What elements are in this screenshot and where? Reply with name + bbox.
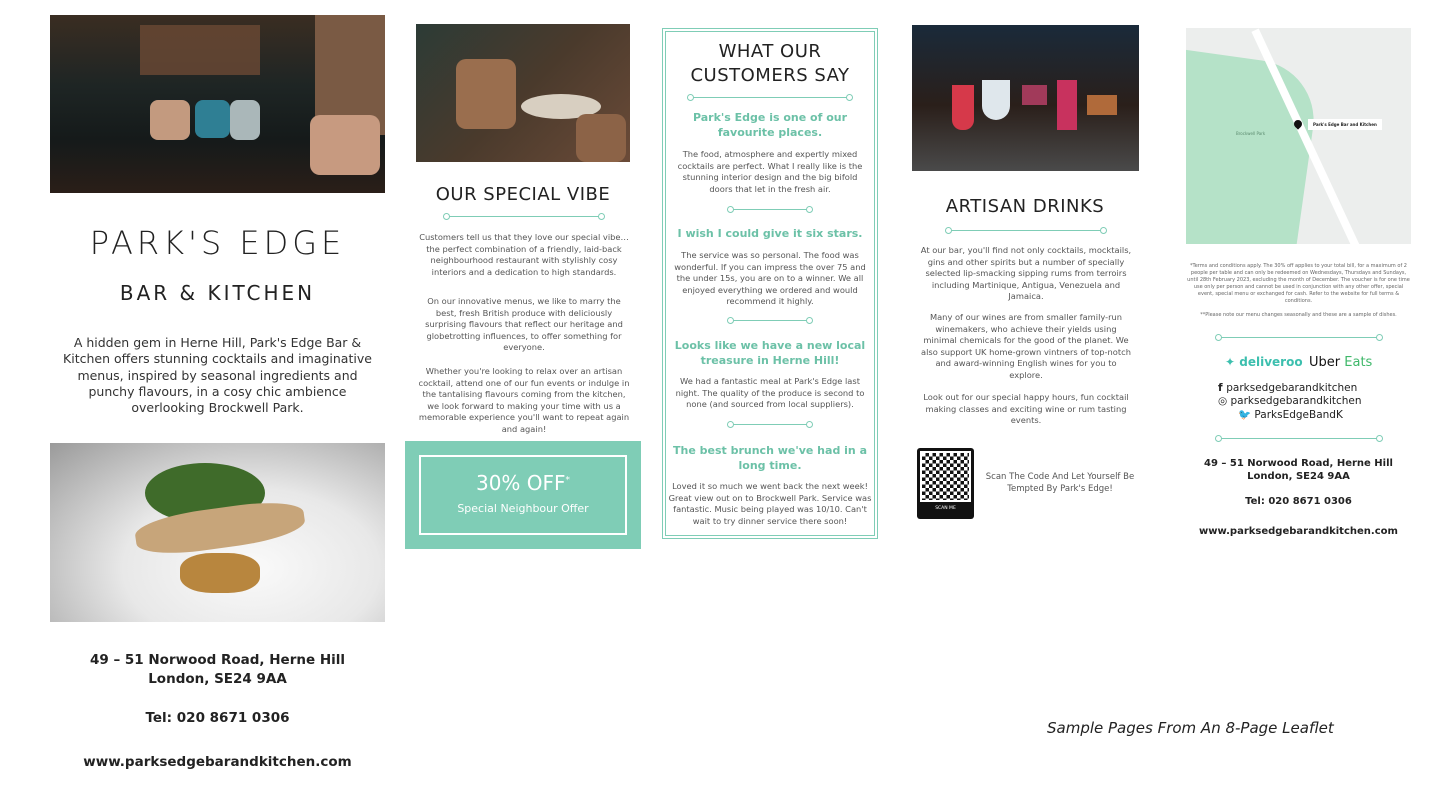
address-line-2: London, SE24 9AA (148, 671, 287, 687)
fish-dish-photo (50, 443, 385, 622)
review-body: We had a fantastic meal at Park's Edge last night. The quality of the produce is second to none (and sourced from local suppliers). (675, 376, 865, 410)
divider (948, 230, 1104, 231)
ubereats-logo[interactable] (1309, 355, 1372, 370)
offer-box (405, 441, 641, 549)
testimonials-heading: WHAT OUR CUSTOMERS SAY (690, 41, 850, 86)
facebook-icon: f (1218, 382, 1227, 394)
artisan-drinks-heading: ARTISAN DRINKS (945, 196, 1105, 217)
offer-amount: 30% OFF (475, 471, 566, 495)
review-body: The food, atmosphere and expertly mixed cocktails are perfect. What I really like is the stunning interior design and the big bifold doors that let in the fresh air. (677, 149, 863, 194)
telephone: Tel: 020 8671 0306 (145, 710, 290, 726)
review-title: Park's Edge is one of our favourite places. (692, 111, 848, 139)
qr-label: SCAN ME (935, 506, 956, 511)
map-park-label: Brockwell Park (1236, 131, 1266, 136)
address-line-2: London, SE24 9AA (1247, 471, 1350, 482)
instagram-icon: ◎ (1218, 395, 1231, 407)
offer-asterisk: * (565, 475, 571, 486)
vibe-paragraph-1: Customers tell us that they love our special vibe… the perfect combination of a friendly, laid-back neighbourhood restaurant with stylishly cosy interiors and a dedication to high standards. (419, 232, 629, 277)
deliveroo-text: deliveroo (1239, 355, 1303, 369)
divider (1218, 337, 1380, 338)
special-vibe-heading: OUR SPECIAL VIBE (435, 184, 611, 205)
cocktails-photo (912, 25, 1139, 171)
drinks-paragraph-3: Look out for our special happy hours, fun cocktail making classes and exciting wine or rum tasting events. (923, 392, 1129, 426)
facebook-link[interactable] (1218, 382, 1357, 394)
website-link[interactable]: www.parksedgebarandkitchen.com (1199, 526, 1398, 537)
intro-text: A hidden gem in Herne Hill, Park's Edge Bar & Kitchen offers stunning cocktails and imaginative menus, inspired by seasonal ingredients and punchy flavours, in a cosy chic ambience overlooking Brockwell Park. (63, 335, 372, 416)
review-title: Looks like we have a new local treasure in Herne Hill! (674, 339, 866, 367)
review-title: I wish I could give it six stars. (677, 227, 863, 240)
review-body: Loved it so much we went back the next week! Great view out on to Brockwell Park. Service was fantastic. Music being played was 10/10. Can't wait to try dinner service there soon! (668, 481, 872, 526)
qr-caption: Scan The Code And Let Yourself Be Tempted By Park's Edge! (985, 472, 1135, 494)
divider (730, 424, 810, 425)
review-title: The best brunch we've had in a long time. (673, 444, 867, 472)
divider (730, 209, 810, 210)
vibe-paragraph-3: Whether you're looking to relax over an artisan cocktail, attend one of our fun events or indulge in the tantalising flavours coming from the kitchen, we look forward to making your time with us a memorable experience you'll want to repeat again and again! (418, 366, 630, 434)
restaurant-interior-photo (50, 15, 385, 193)
twitter-handle: ParksEdgeBandK (1254, 409, 1343, 421)
qr-code[interactable] (917, 448, 974, 519)
twitter-link[interactable] (1238, 408, 1343, 421)
menu-note: **Please note our menu changes seasonally and these are a sample of dishes. (1200, 312, 1397, 318)
divider (1218, 438, 1380, 439)
caption: Sample Pages From An 8-Page Leaflet (1047, 719, 1334, 737)
instagram-handle: parksedgebarandkitchen (1230, 395, 1362, 407)
divider (730, 320, 810, 321)
review-body: The service was so personal. The food was wonderful. If you can impress the over 75 and the under 15s, you are on to a winner. We all enjoyed everything we ordered and would recommend it highly. (674, 250, 866, 307)
address-line-1: 49 – 51 Norwood Road, Herne Hill (1204, 458, 1393, 469)
deliveroo-logo[interactable] (1225, 355, 1303, 369)
website-link[interactable]: www.parksedgebarandkitchen.com (83, 754, 352, 770)
divider (446, 216, 602, 217)
brand-title: PARK'S EDGE (89, 224, 346, 262)
telephone: Tel: 020 8671 0306 (1245, 496, 1352, 507)
facebook-handle: parksedgebarandkitchen (1226, 382, 1358, 394)
uber-text: Uber (1309, 355, 1341, 370)
terms-text: *Terms and conditions apply. The 30% off applies to your total bill, for a maximum of 2 people per table and can only be redeemed on Wednesdays, Thursdays and Sundays, until 28th February 2023, excluding the month of December. The voucher is for one time use only per person and cannot be used in conjunction with any other offer, special event, special menu or exchanged for cash. Refer to the website for full terms & conditions. (1187, 263, 1410, 304)
address-line-1: 49 – 51 Norwood Road, Herne Hill (89, 652, 346, 668)
location-map[interactable] (1186, 28, 1411, 244)
drinks-paragraph-1: At our bar, you'll find not only cocktails, mocktails, gins and other spirits but a number of specially selected lip-smacking sipping rums from terroirs including Martinique, Antigua, Venezuela and Jamaica. (920, 245, 1132, 302)
instagram-link[interactable] (1218, 395, 1362, 407)
deliveroo-icon: ✦ (1225, 355, 1240, 369)
brand-subtitle: BAR & KITCHEN (119, 281, 316, 305)
twitter-icon: 🐦 (1238, 409, 1255, 421)
divider (690, 97, 850, 98)
eats-text: Eats (1344, 355, 1373, 370)
offer-subtitle: Special Neighbour Offer (457, 502, 589, 515)
dining-room-photo (416, 24, 630, 162)
map-place-label: Park's Edge Bar and Kitchen (1308, 119, 1382, 130)
vibe-paragraph-2: On our innovative menus, we like to marry the best, fresh British produce with deliciously surprising flavours that reflect our heritage and globetrotting influences, to offer something for everyone. (425, 296, 623, 353)
drinks-paragraph-2: Many of our wines are from smaller family-run winemakers, who achieve their yields using minimal chemicals for the good of the planet. We also support UK home-grown vintners of top-notch and award-winning English wines for you to explore. (921, 312, 1131, 380)
